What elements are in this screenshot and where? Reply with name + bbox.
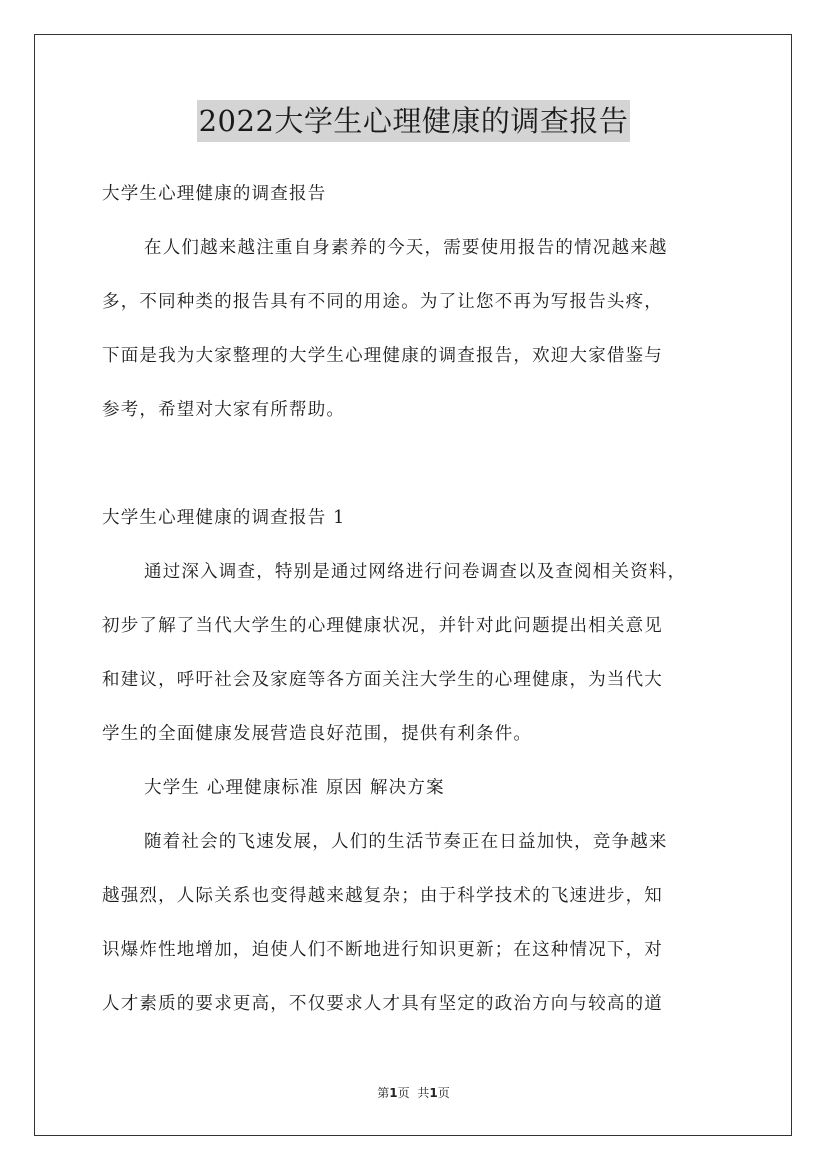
page-footer (0, 1084, 827, 1101)
text-line: 多，不同种类的报告具有不同的用途。为了让您不再为写报告头疼， (102, 292, 663, 312)
page-prefix: 第 (377, 1086, 390, 1100)
text-line: 越强烈，人际关系也变得越来越复杂；由于科学技术的飞速进步，知 (102, 886, 663, 906)
document-body (102, 172, 732, 1036)
text-line: 学生的全面健康发展营造良好范围，提供有利条件。 (102, 724, 533, 744)
title-container (0, 100, 827, 142)
page-suffix: 页 (397, 1086, 410, 1100)
text-line: 大学生 心理健康标准 原因 解决方案 (144, 778, 445, 798)
text-line: 随着社会的飞速发展，人们的生活节奏正在日益加快，竞争越来 (144, 832, 668, 852)
text-line: 通过深入调查，特别是通过网络进行问卷调查以及查阅相关资料， (144, 562, 687, 582)
text-line: 下面是我为大家整理的大学生心理健康的调查报告，欢迎大家借鉴与 (102, 346, 663, 366)
total-pages: 1 (429, 1086, 438, 1100)
page-number: 1 (389, 1086, 398, 1100)
total-prefix: 共 (417, 1086, 430, 1100)
text-line: 大学生心理健康的调查报告 1 (102, 508, 346, 528)
total-suffix: 页 (437, 1086, 450, 1100)
text-line: 初步了解了当代大学生的心理健康状况，并针对此问题提出相关意见 (102, 616, 663, 636)
text-line: 识爆炸性地增加，迫使人们不断地进行知识更新；在这种情况下，对 (102, 940, 663, 960)
text-line: 和建议，呼吁社会及家庭等各方面关注大学生的心理健康，为当代大 (102, 670, 663, 690)
text-line: 参考，希望对大家有所帮助。 (102, 400, 346, 420)
text-line: 在人们越来越注重自身素养的今天，需要使用报告的情况越来越 (144, 238, 668, 258)
blank-line (102, 442, 732, 496)
text-line: 人才素质的要求更高，不仅要求人才具有坚定的政治方向与较高的道 (102, 994, 663, 1014)
document-title: 2022大学生心理健康的调查报告 (197, 100, 631, 142)
text-line: 大学生心理健康的调查报告 (102, 184, 327, 204)
